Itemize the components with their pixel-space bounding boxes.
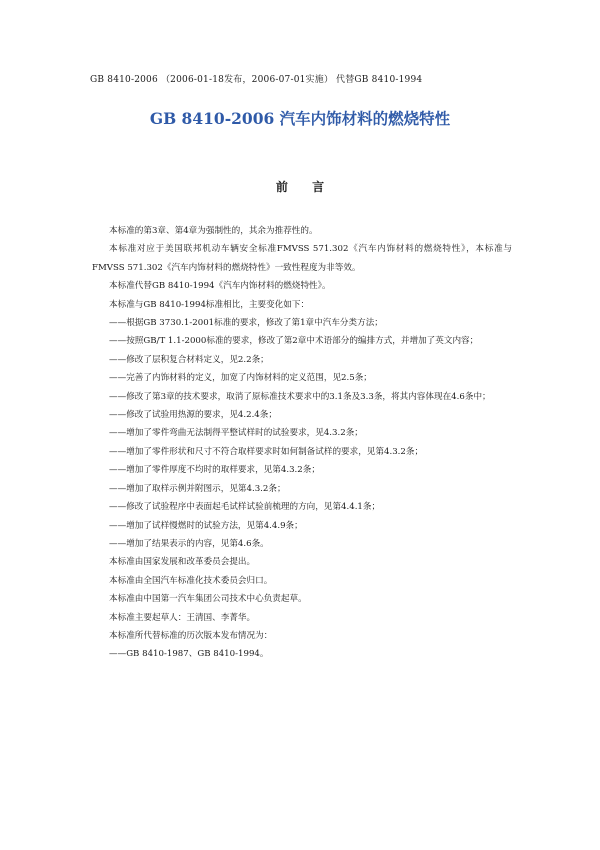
change-item: ——修改了层积复合材料定义，见2.2条； [109,354,269,365]
change-item: ——修改了第3章的技术要求，取消了原标准技术要求中的3.1条及3.3条，将其内容体现在4.6条中； [109,391,491,402]
paragraph-proposed-by: 本标准由国家发展和改革委员会提出。 [109,557,256,568]
change-item: ——增加了试样慢燃时的试验方法，见第4.4.9条； [109,520,303,531]
change-item: ——按照GB/T 1.1-2000标准的要求，修改了第2章中术语部分的编排方式，并增加了英文内容； [109,336,479,347]
standard-info: GB 8410-2006 （2006-01-18发布，2006-07-01实施） [90,75,334,85]
paragraph-correspondence: 本标准对应于美国联邦机动车辆安全标准FMVSS 571.302《汽车内饰材料的燃烧特性》，本标准与FMVSS 571.302《汽车内饰材料的燃烧特性》一致性程度为非等效。 [92,244,512,273]
change-item: ——修改了试验程序中表面起毛试样试验前梳理的方向，见第4.4.1条； [109,502,381,513]
change-item: ——修改了试验用热源的要求，见4.2.4条； [109,410,277,421]
change-item: ——增加了零件厚度不均时的取样要求，见第4.3.2条； [109,465,320,476]
change-item: ——增加了零件弯曲无法制得平整试样时的试验要求，见4.3.2条； [109,428,363,439]
change-item: ——增加了取样示例并附图示，见第4.3.2条； [109,483,286,494]
paragraph-mandatory-clauses: 本标准的第3章、第4章为强制性的，其余为推荐性的。 [109,226,318,236]
paragraph-drafters: 本标准主要起草人：王清国、李菁华。 [109,612,256,623]
paragraph-drafted-by: 本标准由中国第一汽车集团公司技术中心负责起草。 [109,594,307,605]
change-item: ——完善了内饰材料的定义，加宽了内饰材料的定义范围，见2.5条； [109,373,372,384]
replaces-note: 代替GB 8410-1994 [336,75,423,85]
change-item: ——根据GB 3730.1-2001标准的要求，修改了第1章中汽车分类方法； [109,318,383,329]
paragraph-replaces: 本标准代替GB 8410-1994《汽车内饰材料的燃烧特性》。 [109,281,331,292]
change-item: ——增加了零件形状和尺寸不符合取样要求时如何制备试样的要求，见第4.3.2条； [109,446,424,457]
history-item: ——GB 8410-1987、GB 8410-1994。 [109,649,269,660]
foreword-heading: 前 言 [275,180,335,194]
document-title: GB 8410-2006 汽车内饰材料的燃烧特性 [149,109,451,128]
paragraph-under-jurisdiction: 本标准由全国汽车标准化技术委员会归口。 [109,575,273,586]
paragraph-history-intro: 本标准所代替标准的历次版本发布情况为： [109,630,273,641]
change-item: ——增加了结果表示的内容，见第4.6条。 [109,538,269,549]
document-header [90,72,423,85]
foreword-body [92,222,512,664]
paragraph-changes-intro: 本标准与GB 8410-1994标准相比，主要变化如下： [109,299,310,310]
